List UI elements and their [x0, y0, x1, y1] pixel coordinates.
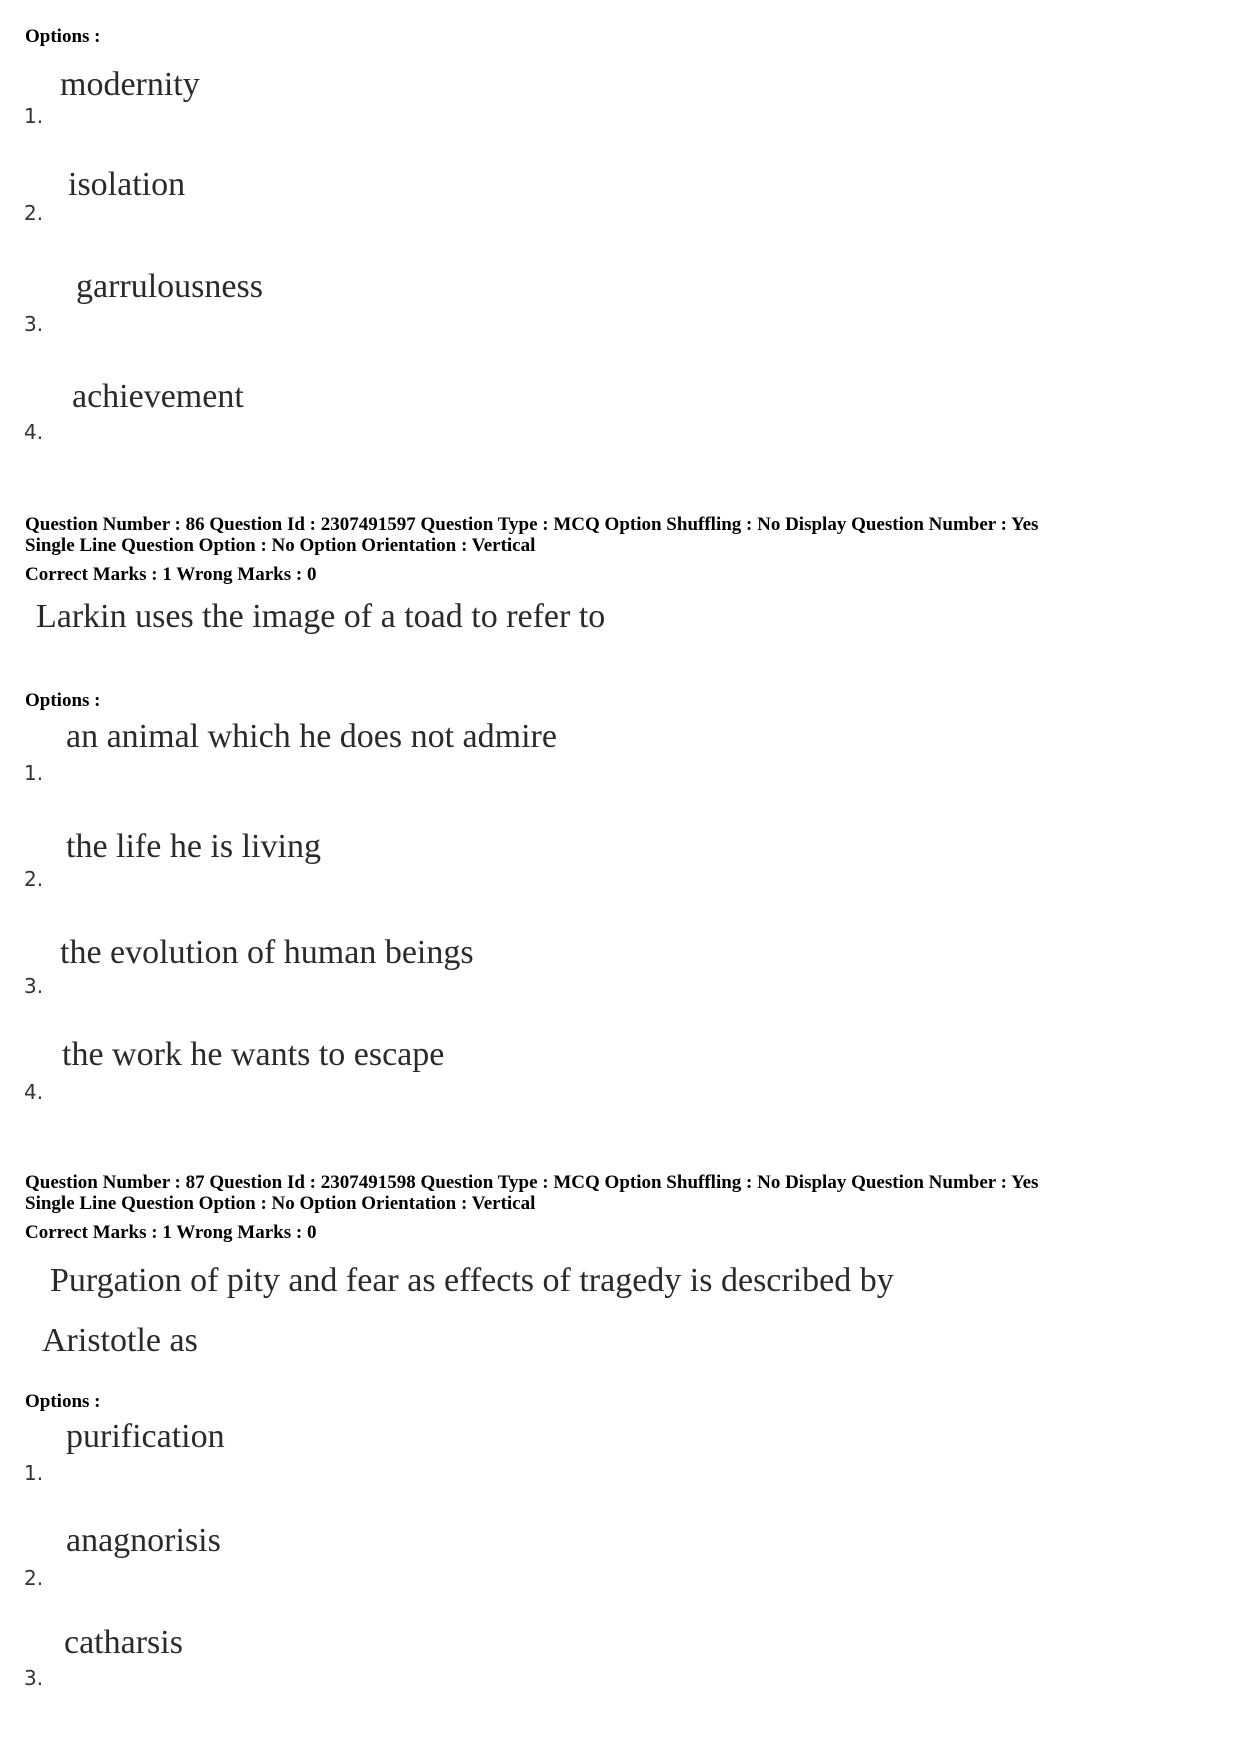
option-text: isolation	[68, 166, 186, 203]
option-number: 2.	[24, 1566, 44, 1590]
options-label: Options :	[25, 1391, 101, 1412]
option-number: 2.	[24, 867, 44, 891]
option-number: 1.	[24, 1461, 44, 1485]
question-meta-line1: Question Number : 87 Question Id : 2307491598 Question Type : MCQ Option Shuffling : No Display Question Number : Yes	[25, 1172, 1039, 1193]
question-text-line2: Aristotle as	[42, 1322, 198, 1359]
option-number: 3.	[24, 974, 44, 998]
option-text: garrulousness	[76, 268, 263, 305]
question-meta-line2: Single Line Question Option : No Option Orientation : Vertical	[25, 535, 536, 556]
option-text: anagnorisis	[66, 1522, 221, 1559]
option-text: an animal which he does not admire	[66, 718, 557, 755]
option-number: 4.	[24, 1080, 44, 1104]
option-text: catharsis	[64, 1624, 183, 1661]
option-text: achievement	[72, 378, 244, 415]
option-text: the evolution of human beings	[60, 934, 474, 971]
option-text: purification	[66, 1418, 225, 1455]
option-text: the life he is living	[66, 828, 321, 865]
option-number: 2.	[24, 201, 44, 225]
question-marks: Correct Marks : 1 Wrong Marks : 0	[25, 564, 317, 585]
option-number: 1.	[24, 104, 44, 128]
option-text: modernity	[60, 66, 200, 103]
options-label: Options :	[25, 26, 101, 47]
option-number: 3.	[24, 312, 44, 336]
question-text: Larkin uses the image of a toad to refer to	[36, 598, 606, 635]
question-text-line1: Purgation of pity and fear as effects of tragedy is described by	[50, 1262, 894, 1299]
options-label: Options :	[25, 690, 101, 711]
question-meta-line1: Question Number : 86 Question Id : 2307491597 Question Type : MCQ Option Shuffling : No Display Question Number : Yes	[25, 514, 1039, 535]
question-meta-line2: Single Line Question Option : No Option Orientation : Vertical	[25, 1193, 536, 1214]
option-text: the work he wants to escape	[62, 1036, 445, 1073]
option-number: 1.	[24, 761, 44, 785]
question-marks: Correct Marks : 1 Wrong Marks : 0	[25, 1222, 317, 1243]
option-number: 4.	[24, 420, 44, 444]
option-number: 3.	[24, 1666, 44, 1690]
